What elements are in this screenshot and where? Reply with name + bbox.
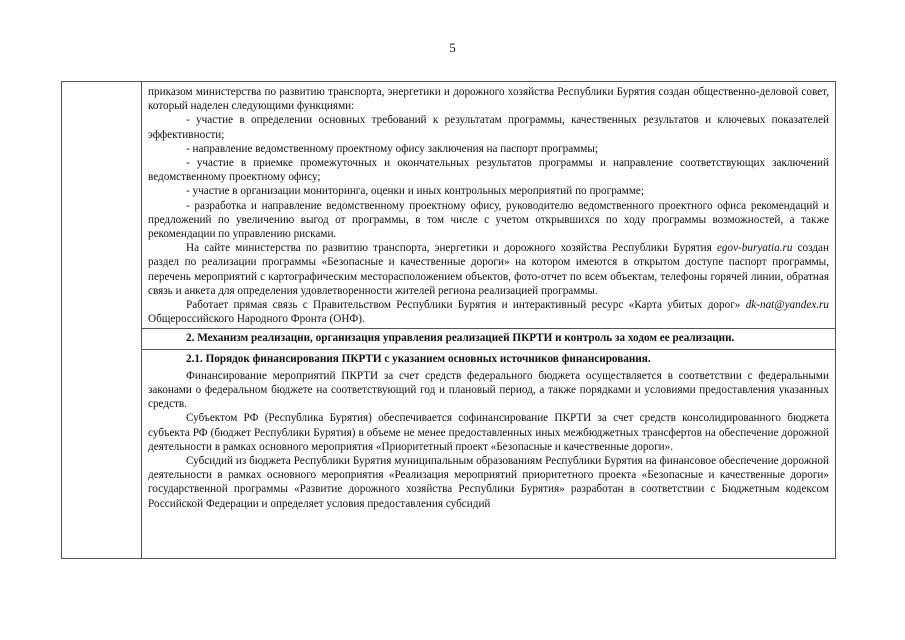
paragraph: [142, 298, 835, 326]
table-content-column: [142, 82, 835, 558]
section-heading: 2. Механизм реализации, организация управления реализацией ПКРТИ и контроль за ходом ее реализации.: [186, 332, 735, 345]
public-council-section: [142, 82, 835, 329]
list-item: - разработка и направление ведомственному проектному офису, руководителю ведомственного проектного офиса рекомендаций и предложений по увеличению выгод от программы, в том числе с учетом открывшихся по ходу программы возможностей, а также рекомендации по управлению рисками.: [148, 199, 829, 241]
website-link[interactable]: egov-buryatia.ru: [716, 242, 793, 255]
table-left-column: [62, 82, 142, 558]
subsection-heading: 2.1. Порядок финансирования ПКРТИ с указанием основных источников финансирования.: [186, 352, 651, 365]
list-item: - направление ведомственному проектному офису заключения на паспорт программы;: [186, 142, 599, 155]
list-item: - участие в определении основных требований к результатам программы, качественных результатов и ключевых показателей эффективности;: [148, 114, 829, 141]
paragraph-text: На сайте министерства по развитию транспорта, энергетики и дорожного хозяйства Республики Бурятия: [186, 242, 717, 255]
paragraph-text: Общероссийского Народного Фронта (ОНФ).: [148, 313, 365, 326]
list-item: - участие в приемке промежуточных и окончательных результатов программы и направление соответствующих заключений ведомственному проектному офису;: [148, 157, 829, 184]
paragraph: Финансирование мероприятий ПКРТИ за счет средств федерального бюджета осуществляется в соответствии с федеральными законами о федеральном бюджете на соответствующий год и плановый период, а также порядками и условиями предоставления указанных средств.: [148, 369, 829, 411]
list-item: - участие в организации мониторинга, оценки и иных контрольных мероприятий по программе;: [186, 185, 644, 198]
page-number: 5: [449, 40, 456, 55]
paragraph-text: создан раздел по реализации программы «Безопасные и качественные дороги» на котором имеются в открытом доступе паспорт программы, перечень мероприятий с картографическим месторасположением объектов, фото-отчет по всем объектам, телефоны горячей линии, обратная связь и анкета для определения удовлетворенности жителей региона реализацией программы.: [148, 242, 830, 297]
section-heading-row: [142, 329, 835, 349]
paragraph-text: Работает прямая связь с Правительством Республики Бурятия и интерактивный ресурс «Карта убитых дорог»: [186, 299, 746, 312]
paragraph: приказом министерства по развитию транспорта, энергетики и дорожного хозяйства Республики Бурятия создан общественно-деловой совет, который наделен следующими функциями:: [148, 86, 829, 113]
paragraph: Субсидий из бюджета Республики Бурятия муниципальным образованиям Республики Бурятия на финансовое обеспечение дорожной деятельности в рамках основного мероприятия «Реализация мероприятий приоритетного проекта «Безопасные и качественные дороги» государственной программы «Развитие дорожного хозяйства Республики Бурятия» разработан в соответствии с Бюджетным кодексом Российской Федерации и определяет условия предоставления субсидий: [148, 455, 829, 510]
financing-section: [142, 350, 835, 511]
email-link[interactable]: dk-nat@yandex.ru: [745, 299, 829, 312]
paragraph: Субъектом РФ (Республика Бурятия) обеспечивается софинансирование ПКРТИ за счет средств консолидированного бюджета субъекта РФ (бюджет Республики Бурятия) в объеме не менее предоставленных иных межбюджетных трансфертов на обеспечение дорожной деятельности в рамках основного мероприятия «Приоритетный проект «Безопасные и качественные дороги».: [148, 412, 829, 453]
document-table: [61, 81, 836, 559]
paragraph: [142, 241, 835, 298]
